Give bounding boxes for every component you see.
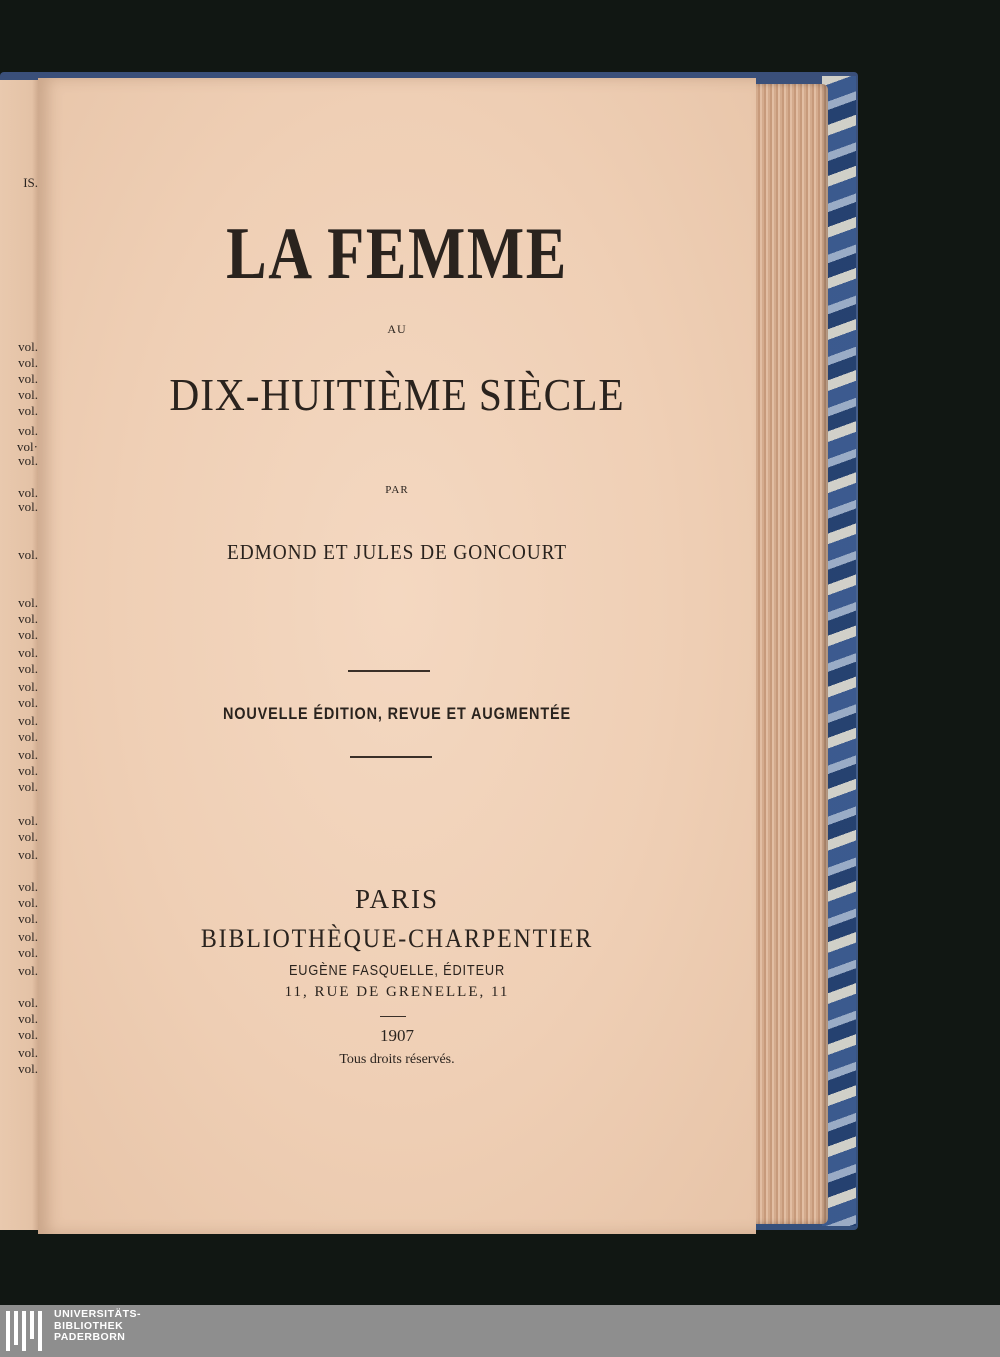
book-title: LA FEMME [226, 213, 568, 295]
margin-entry: vol. [18, 645, 38, 660]
margin-entry: vol. [18, 1045, 38, 1060]
margin-entry: vol. [18, 879, 38, 894]
margin-entry: vol. [18, 847, 38, 862]
margin-entry: vol. [18, 1061, 38, 1076]
publication-year: 1907 [380, 1026, 414, 1045]
rule-bottom [350, 756, 432, 758]
margin-entry: vol. [18, 829, 38, 844]
rule-top [348, 670, 430, 672]
margin-entry: vol. [18, 929, 38, 944]
margin-entry: IS. [23, 175, 38, 190]
margin-entry: vol· [17, 439, 38, 454]
margin-entry: vol. [18, 499, 38, 514]
library-name [54, 1309, 141, 1344]
margin-entry: vol. [18, 485, 38, 500]
margin-entry: vol. [18, 661, 38, 676]
page-block-edge [752, 84, 828, 1224]
margin-entry: vol. [18, 1027, 38, 1042]
margin-entry: vol. [18, 713, 38, 728]
margin-entry: vol. [18, 547, 38, 562]
library-logo-icon [6, 1311, 46, 1351]
library-name-line2: BIBLIOTHEK [54, 1319, 124, 1332]
margin-entry: vol. [18, 747, 38, 762]
margin-entry: vol. [18, 963, 38, 978]
publication-city: PARIS [354, 884, 440, 914]
margin-entry: vol. [18, 1011, 38, 1026]
margin-entry: vol. [18, 355, 38, 370]
authors: EDMOND ET JULES DE GONCOURT [227, 540, 567, 564]
publisher-address: 11, RUE DE GRENELLE, 11 [284, 984, 510, 1000]
margin-entry: vol. [18, 895, 38, 910]
margin-entry: vol. [18, 813, 38, 828]
margin-entry: vol. [18, 403, 38, 418]
margin-entry: vol. [18, 729, 38, 744]
margin-entry: vol. [18, 779, 38, 794]
margin-entry: vol. [18, 339, 38, 354]
publisher: BIBLIOTHÈQUE-CHARPENTIER [200, 924, 594, 953]
library-footer-bar [0, 1305, 1000, 1357]
margin-entry: vol. [18, 945, 38, 960]
margin-entry: vol. [18, 595, 38, 610]
margin-entry: vol. [18, 627, 38, 642]
rights-notice: Tous droits réservés. [339, 1052, 455, 1067]
library-name-line3: PADERBORN [54, 1331, 126, 1343]
margin-entry: vol. [18, 679, 38, 694]
margin-entry: vol. [18, 453, 38, 468]
book-subtitle: DIX-HUITIÈME SIÈCLE [169, 369, 625, 420]
rule-year [380, 1016, 406, 1017]
margin-entry: vol. [18, 387, 38, 402]
margin-entry: vol. [18, 611, 38, 626]
title-connector: AU [387, 322, 407, 336]
by-line: PAR [385, 484, 409, 496]
margin-entry: vol. [18, 995, 38, 1010]
margin-entry: vol. [18, 695, 38, 710]
margin-entry: vol. [18, 371, 38, 386]
editor: EUGÈNE FASQUELLE, ÉDITEUR [288, 962, 506, 979]
edition-note: NOUVELLE ÉDITION, REVUE ET AUGMENTÉE [223, 704, 571, 723]
margin-entry: vol. [18, 911, 38, 926]
margin-entry: vol. [18, 423, 38, 438]
library-name-line1: UNIVERSITÄTS- [54, 1308, 142, 1320]
margin-entry: vol. [18, 763, 38, 778]
